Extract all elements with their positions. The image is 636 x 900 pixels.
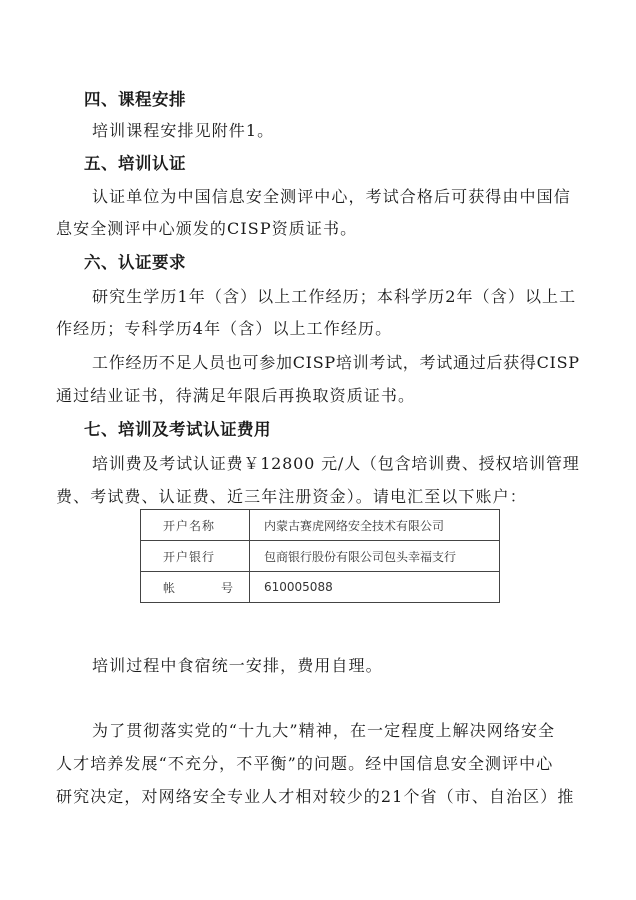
account-name-value: 内蒙古赛虎网络安全技术有限公司 bbox=[250, 510, 500, 541]
section-5-heading: 五、培训认证 bbox=[84, 154, 186, 173]
accommodation-note: 培训过程中食宿统一安排，费用自理。 bbox=[92, 656, 383, 675]
closing-paragraph-line-1: 为了贯彻落实党的“十九大”精神，在一定程度上解决网络安全 bbox=[92, 721, 556, 740]
bank-account-table bbox=[140, 509, 500, 603]
section-6-heading: 六、认证要求 bbox=[84, 253, 186, 272]
account-number-label-part-2: 号 bbox=[221, 580, 234, 595]
section-7-paragraph-line-2: 费、考试费、认证费、近三年注册资金）。请电汇至以下账户： bbox=[56, 487, 527, 506]
section-6-paragraph-1-line-1: 研究生学历1年（含）以上工作经历；本科学历2年（含）以上工 bbox=[92, 287, 577, 306]
section-6-paragraph-1-line-2: 作经历；专科学历4年（含）以上工作经历。 bbox=[56, 319, 393, 338]
section-4-heading: 四、课程安排 bbox=[84, 90, 186, 109]
bank-name-value: 包商银行股份有限公司包头幸福支行 bbox=[250, 541, 500, 572]
section-6-paragraph-2-line-1: 工作经历不足人员也可参加CISP培训考试，考试通过后获得CISP bbox=[92, 353, 580, 372]
section-7-heading: 七、培训及考试认证费用 bbox=[84, 420, 271, 439]
section-7-paragraph-line-1: 培训费及考试认证费￥12800 元/人（包含培训费、授权培训管理 bbox=[92, 454, 580, 473]
table-row bbox=[141, 541, 500, 572]
account-number-value: 610005088 bbox=[250, 572, 500, 603]
account-number-label-part-1: 帐 bbox=[163, 580, 176, 595]
section-4-paragraph: 培训课程安排见附件1。 bbox=[92, 121, 275, 140]
account-name-label: 开户名称 bbox=[141, 510, 250, 541]
account-number-label bbox=[141, 572, 250, 603]
table-row bbox=[141, 510, 500, 541]
closing-paragraph-line-3: 研究决定，对网络安全专业人才相对较少的21个省（市、自治区）推 bbox=[56, 787, 575, 806]
closing-paragraph-line-2: 人才培养发展“不充分，不平衡”的问题。经中国信息安全测评中心 bbox=[56, 754, 554, 773]
section-5-paragraph-line-1: 认证单位为中国信息安全测评中心，考试合格后可获得由中国信 bbox=[92, 187, 571, 206]
section-6-paragraph-2-line-2: 通过结业证书，待满足年限后再换取资质证书。 bbox=[56, 386, 416, 405]
table-row bbox=[141, 572, 500, 603]
section-5-paragraph-line-2: 息安全测评中心颁发的CISP资质证书。 bbox=[56, 219, 358, 238]
bank-name-label: 开户银行 bbox=[141, 541, 250, 572]
